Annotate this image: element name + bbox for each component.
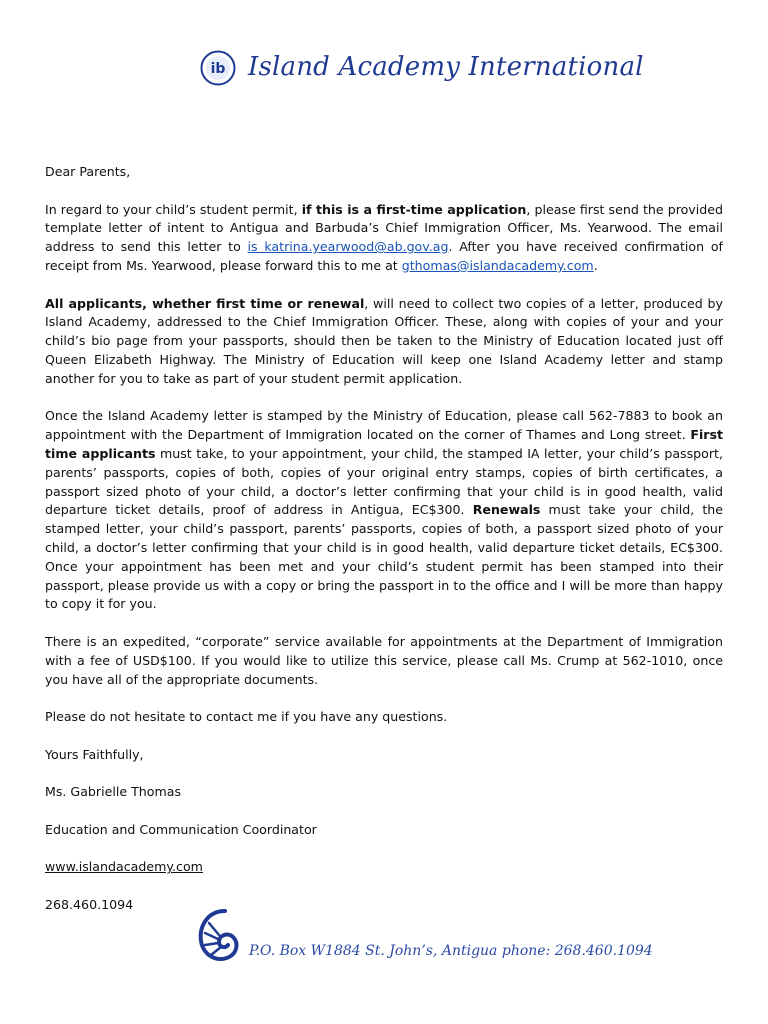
- p1-bold: if this is a first-time application: [301, 201, 527, 217]
- p2-text: , will need to collect two copies of a letter, produced by Island Academy, addressed to the Chief Immigration Officer. These, along with copies of your and your child’s bio page from your passports, should then be taken to the Ministry of Education located just off Queen Elizabeth Highway. The Ministry of Education will keep one Island Academy letter and stamp another for you to take as part of your student permit application.: [45, 295, 723, 386]
- p2-bold: All applicants, whether first time or renewal: [45, 295, 365, 311]
- greeting: Dear Parents,: [45, 164, 131, 179]
- paragraph-first-time: [45, 201, 723, 276]
- p3-text-e: must take your child, the stamped letter, your child’s passport, parents’ passports, copies of both, a passport sized photo of your child, a doctor’s letter confirming that your child is in good health, valid departure ticket details, EC$300. Once your appointment has been met and your child’s student permit has been stamped into their passport, please provide us with a copy or bring the passport in to the office and I will be more than happy to copy it for you.: [45, 502, 723, 612]
- p1-text-a: In regard to your child’s student permit,: [45, 201, 302, 217]
- paragraph-corporate-service: There is an expedited, “corporate” service available for appointments at the Department of Immigration with a fee of USD$100. If you would like to utilize this service, please call Ms. Crump at 562-1010, once you have all of the appropriate documents.: [45, 633, 723, 687]
- p1-text-d: . After you have received confirmation of receipt from Ms. Yearwood, please forward this to me at: [45, 239, 723, 273]
- p3-text-c: must take, to your appointment, your child, the stamped IA letter, your child’s passport, parents’ passports, copies of both, copies of your original entry stamps, copies of birth certificates, a passport sized photo of your child, a doctor’s letter confirming that your child is in good health, valid departure ticket details, proof of address in Antigua, EC$300.: [45, 445, 723, 518]
- signature-block: [45, 783, 723, 915]
- immigration-email-link[interactable]: is katrina.yearwood@ab.gov.ag: [247, 239, 449, 255]
- footer: [195, 905, 653, 975]
- signature-title: Education and Communication Coordinator: [45, 821, 317, 837]
- ib-logo-icon: [200, 50, 236, 86]
- school-name: Island Academy International: [248, 52, 644, 82]
- signature-name: Ms. Gabrielle Thomas: [45, 784, 182, 800]
- ib-logo-text: ib: [210, 61, 226, 77]
- paragraph-all-applicants: [45, 295, 723, 389]
- p1-text-c: , please first send the provided template letter of intent to Antigua and Barbuda’s Chief Immigration Officer, Ms. Yearwood. The email address to send this letter to: [45, 201, 723, 255]
- p3-text-a: Once the Island Academy letter is stamped by the Ministry of Education, please call 562-7883 to book an appointment with the Department of Immigration located on the corner of Thames and Long street.: [45, 408, 723, 443]
- coordinator-email-link[interactable]: gthomas@islandacademy.com: [401, 257, 594, 273]
- closing: Yours Faithfully,: [45, 746, 144, 762]
- letter-body: [45, 163, 723, 934]
- footer-address: P.O. Box W1884 St. John’s, Antigua phone: 268.460.1094: [249, 943, 653, 959]
- website-link[interactable]: www.islandacademy.com: [45, 859, 203, 875]
- p3-bold-first-time: First time applicants: [45, 427, 723, 461]
- paragraph-appointment: [45, 407, 723, 614]
- p3-bold-renewals: Renewals: [472, 502, 541, 518]
- shell-logo-icon: [195, 905, 243, 965]
- paragraph-contact: Please do not hesitate to contact me if you have any questions.: [45, 709, 448, 725]
- p1-text-e: .: [593, 257, 598, 273]
- letterhead: [200, 48, 644, 98]
- signature-phone: 268.460.1094: [45, 897, 134, 913]
